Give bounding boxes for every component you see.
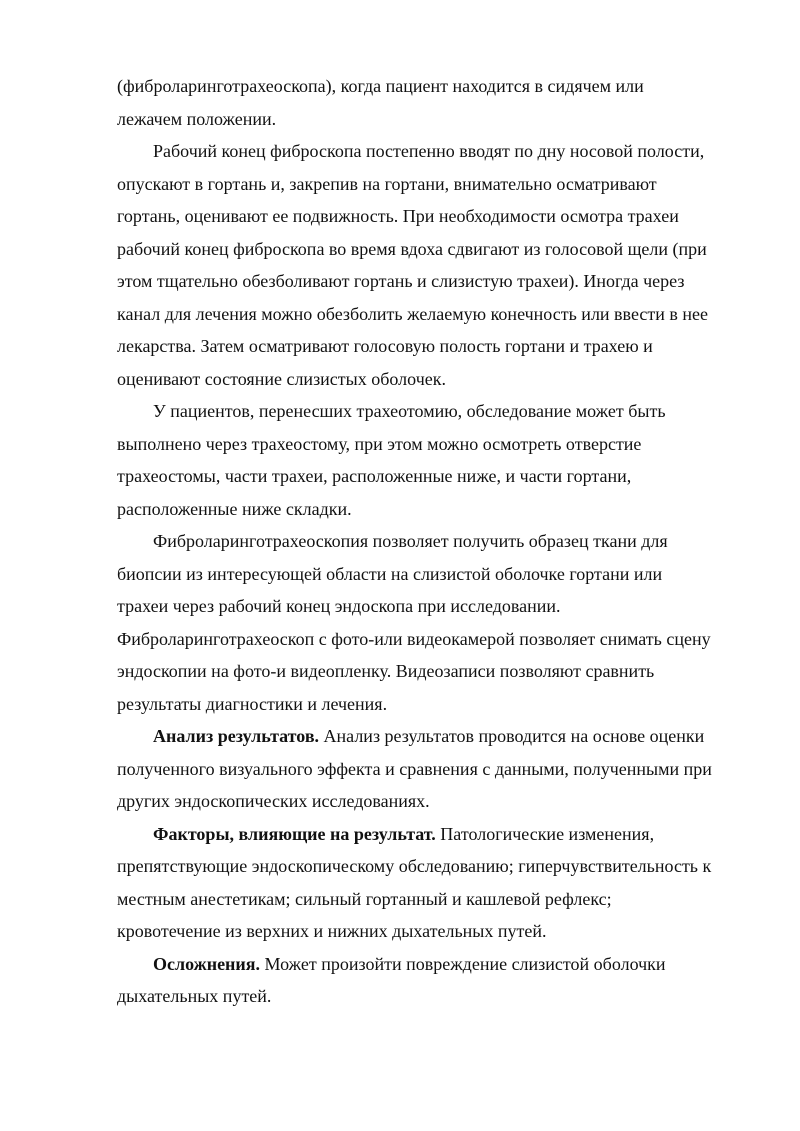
paragraph-line: дыхательных путей. (117, 986, 272, 1006)
paragraph-line: оценивают состояние слизистых оболочек. (117, 368, 446, 389)
paragraph-line: трахеостомы, части трахеи, расположенные ниже, и части гортани, (117, 466, 632, 486)
paragraph-line: полученного визуального эффекта и сравнения с данными, полученными при (117, 758, 712, 779)
paragraph-line: Фиброларинготрахеоскопия позволяет получить образец ткани для (153, 531, 668, 551)
paragraph-line: этом тщательно обезболивают гортань и слизистую трахеи). Иногда через (117, 271, 685, 291)
paragraph-line: Рабочий конец фиброскопа постепенно вводят по дну носовой полости, (153, 141, 705, 161)
paragraph-line: рабочий конец фиброскопа во время вдоха сдвигают из голосовой щели (при (117, 238, 707, 259)
paragraph-line: расположенные ниже складки. (117, 498, 352, 519)
paragraph-line: трахеи через рабочий конец эндоскопа при исследовании. (117, 596, 561, 616)
paragraph-line (117, 818, 745, 851)
paragraph-line: канал для лечения можно обезболить желаемую конечность или ввести в нее (117, 303, 708, 324)
paragraph-line: выполнено через трахеостому, при этом можно осмотреть отверстие (117, 433, 642, 454)
paragraph-line: препятствующие эндоскопическому обследованию; гиперчувствительность к (117, 856, 712, 876)
paragraph-line (117, 948, 745, 981)
paragraph-line: лекарства. Затем осматривают голосовую полость гортани и трахею и (117, 336, 653, 356)
section-heading: Факторы, влияющие на результат. (153, 823, 436, 844)
paragraph-line: результаты диагностики и лечения. (117, 693, 388, 714)
paragraph-text: Патологические изменения, (435, 823, 655, 844)
paragraph-line: гортань, оценивают ее подвижность. При необходимости осмотра трахеи (117, 206, 679, 226)
paragraph-line: других эндоскопических исследованиях. (117, 791, 430, 811)
document-body (117, 70, 745, 1013)
paragraph-line (117, 720, 745, 753)
paragraph-line: (фиброларинготрахеоскопа), когда пациент находится в сидячем или (117, 76, 644, 96)
paragraph-line: У пациентов, перенесших трахеотомию, обследование может быть (153, 401, 666, 421)
paragraph-line: опускают в гортань и, закрепив на гортани, внимательно осматривают (117, 173, 657, 194)
paragraph-line: Фиброларинготрахеоскоп с фото-или видеокамерой позволяет снимать сцену (117, 628, 711, 649)
paragraph-line: кровотечение из верхних и нижних дыхательных путей. (117, 921, 547, 941)
section-heading: Анализ результатов. (153, 726, 320, 746)
section-heading: Осложнения. (153, 953, 261, 974)
paragraph-line: биопсии из интересующей области на слизистой оболочке гортани или (117, 563, 663, 584)
paragraph-line: местным анестетикам; сильный гортанный и кашлевой рефлекс; (117, 888, 612, 909)
paragraph-line: эндоскопии на фото-и видеопленку. Видеозаписи позволяют сравнить (117, 661, 655, 681)
paragraph-line: лежачем положении. (117, 108, 277, 129)
paragraph-text: Анализ результатов проводится на основе оценки (319, 726, 705, 746)
paragraph-text: Может произойти повреждение слизистой оболочки (260, 953, 666, 974)
